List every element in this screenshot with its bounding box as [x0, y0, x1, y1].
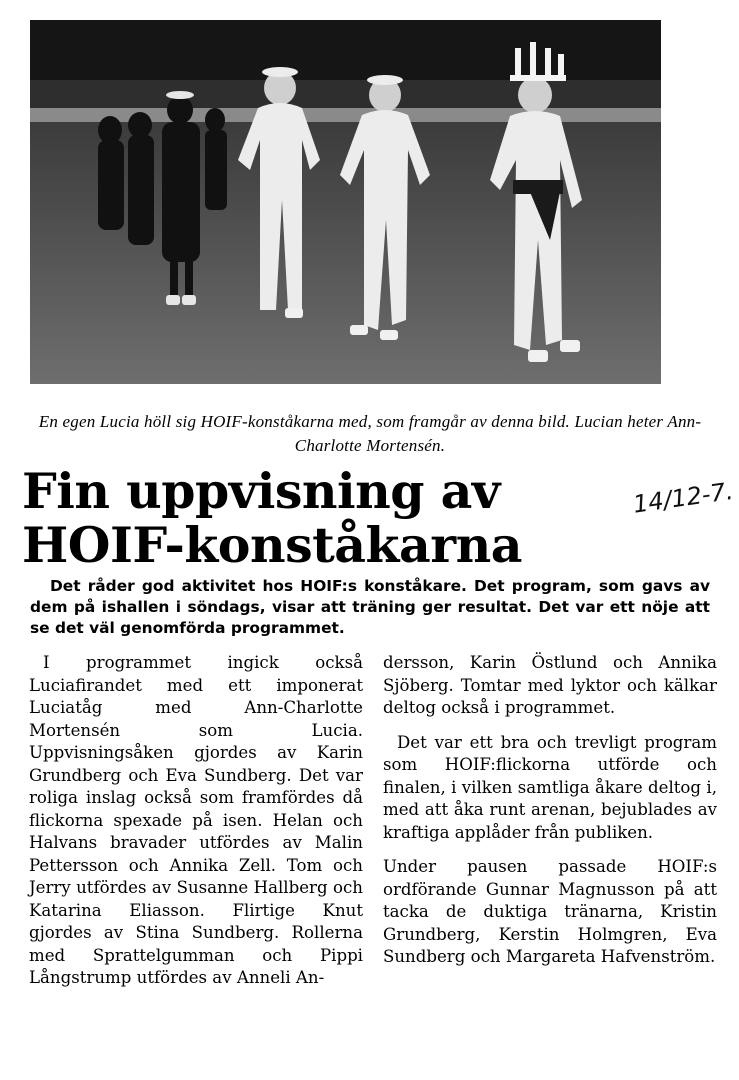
- photo-lucia-skaters-icon: [30, 20, 661, 384]
- body-paragraph-continued: dersson, Karin Östlund och Annika Sjöberg. Tomtar med lyktor och kälkar deltog också i programmet.: [383, 653, 717, 717]
- headline: [22, 464, 622, 572]
- body-column-2: [383, 652, 717, 969]
- body-column-1: [29, 652, 363, 990]
- headline-line-2: HOIF-konståkarna: [22, 516, 522, 574]
- headline-line-1: Fin uppvisning av: [22, 462, 500, 520]
- handwritten-date: [628, 478, 738, 558]
- body-paragraph: Under pausen passade HOIF:s ordförande Gunnar Magnusson på att tacka de duktiga tränarna, Kristin Grundberg, Kerstin Holmgren, Eva Sundberg och Margareta Hafvenström.: [383, 857, 717, 966]
- svg-text:14/12-7.: 14/12-7.: [631, 478, 735, 519]
- photo-caption: En egen Lucia höll sig HOIF-konståkarna med, som framgår av denna bild. Lucian heter Ann-Charlotte Mortensén.: [38, 412, 702, 455]
- news-photo: [30, 20, 661, 384]
- handwritten-date-icon: [628, 478, 738, 558]
- body-paragraph: Det var ett bra och trevligt program som HOIF:flickorna utförde och finalen, i vilken samtliga åkare deltog i, med att åka runt arenan, bejublades av kraftiga applåder från publiken.: [383, 732, 717, 842]
- lead-paragraph: Det råder god aktivitet hos HOIF:s konståkare. Det program, som gavs av dem på ishallen i söndags, visar att träning ger resultat. Det var ett nöje att se det väl genomförda programmet.: [30, 577, 710, 637]
- body-paragraph: I programmet ingick också Luciafirandet med ett imponerat Luciatåg med Ann-Charlotte Mortensén som Lucia. Uppvisningsåken gjordes av Karin Grundberg och Eva Sundberg. Det var roliga inslag också som framfördes då flickorna spexade på isen. Helan och Halvans bravader utfördes av Malin Pettersson och Annika Zell. Tom och Jerry utfördes av Susanne Hallberg och Katarina Eliasson. Flirtige Knut gjordes av Stina Sundberg. Rollerna med Sprattelgumman och Pippi Långstrump utfördes av Anneli An-: [29, 653, 363, 987]
